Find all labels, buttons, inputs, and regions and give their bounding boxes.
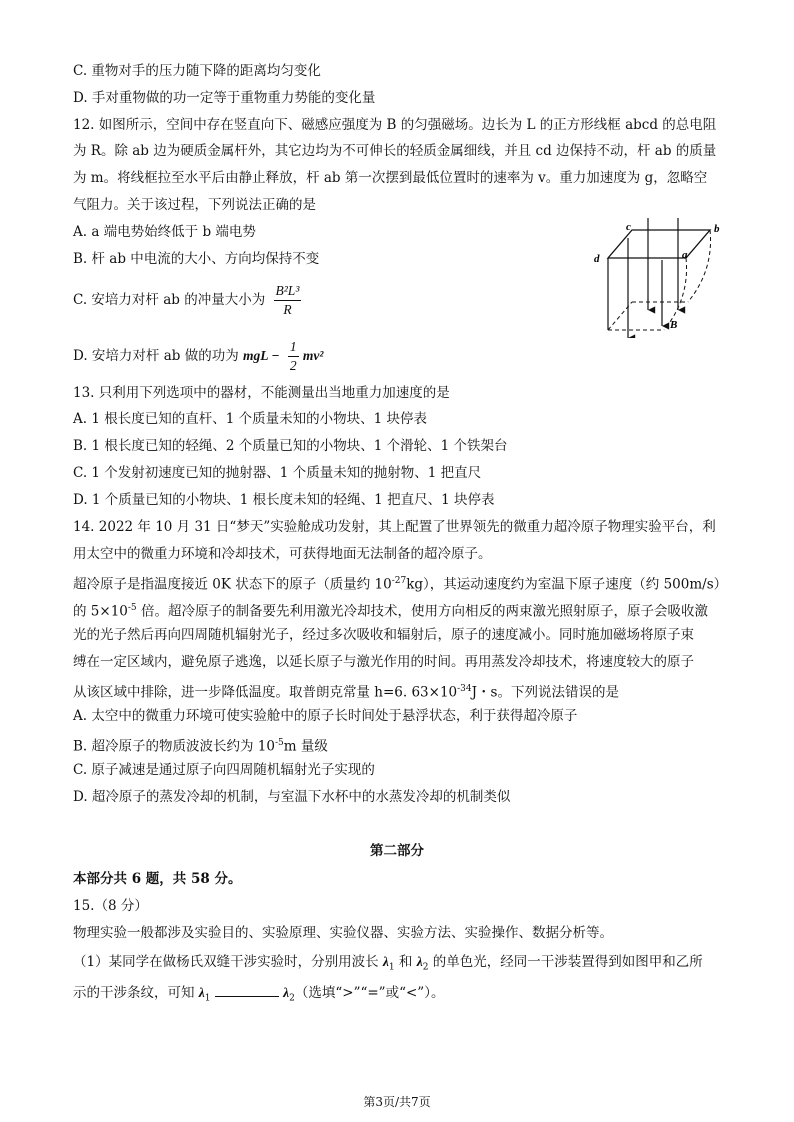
- q15-intro: 物理实验一般都涉及实验目的、实验原理、实验仪器、实验方法、实验操作、数据分析等。: [73, 925, 613, 941]
- q14-option-d: D. 超冷原子的蒸发冷却的机制，与室温下水杯中的水蒸发冷却的机制类似: [73, 789, 511, 805]
- q12-option-a: A. a 端电势始终低于 b 端电势: [73, 224, 256, 240]
- q13-option-d: D. 1 个质量已知的小物块、1 根长度未知的轻绳、1 把直尺、1 块停表: [73, 492, 495, 508]
- q12-line-3: 为 m。将线框拉至水平后由静止释放，杆 ab 第一次摆到最低位置时的速率为 v。重力加速度为 g，忽略空: [73, 170, 708, 186]
- option-d-prev: D. 手对重物做的功一定等于重物重力势能的变化量: [73, 90, 376, 106]
- fraction-b2l3-over-r: $\frac{\text{B²L³}}{R}$: [275, 283, 300, 317]
- label-c: c: [626, 221, 631, 233]
- q14-option-c: C. 原子减速是通过原子向四周随机辐射光子实现的: [73, 762, 375, 778]
- q13-option-a: A. 1 根长度已知的直杆、1 个质量未知的小物块、1 块停表: [73, 411, 427, 427]
- label-a: a: [682, 249, 688, 261]
- answer-blank[interactable]: [215, 984, 279, 997]
- q14-line-3: 超冷原子是指温度接近 0K 状态下的原子（质量约 $10^{-27}kg$），其运动速度约为室温下原子速度（约 500m/s）: [73, 576, 728, 593]
- fraction-half: $\frac{1}{2}$: [289, 339, 297, 373]
- q15-part1-line1: （1）某同学在做杨氏双缝干涉实验时，分别用波长 $\lambda_1$ 和 $\lambda_2$ 的单色光，经同一干涉装置得到如图甲和乙所: [73, 954, 703, 973]
- q14-option-b: B. 超冷原子的物质波波长约为 $10^{-5}m$ 量级: [73, 738, 328, 755]
- q13-option-c: C. 1 个发射初速度已知的抛射器、1 个质量未知的抛射物、1 把直尺: [73, 465, 482, 481]
- page-footer: 第3页/共7页: [363, 1095, 431, 1109]
- q14-line-2: 用太空中的微重力环境和冷却技术，可获得地面无法制备的超冷原子。: [73, 546, 492, 562]
- q12-option-b: B. 杆 ab 中电流的大小、方向均保持不变: [73, 251, 320, 267]
- q12-line-1: 12. 如图所示，空间中存在竖直向下、磁感应强度为 B 的匀强磁场。边长为 L 的正方形线框 abcd 的总电阻: [73, 117, 717, 133]
- q14-line-6: 缚在一定区域内，避免原子逃逸，以延长原子与激光作用的时间。再用蒸发冷却技术，将速度较大的原子: [73, 654, 694, 670]
- frame-top: [608, 230, 710, 258]
- wire-frame-figure: [590, 218, 730, 338]
- q14-option-a: A. 太空中的微重力环境可使实验舱中的原子长时间处于悬浮状态，利于获得超冷原子: [73, 708, 578, 724]
- q13-stem: 13. 只利用下列选项中的器材，不能测量出当地重力加速度的是: [73, 385, 450, 401]
- q12-line-2: 为 R。除 ab 边为硬质金属杆外，其它边均为不可伸长的轻质金属细线，并且 cd 边保持不动，杆 ab 的质量: [73, 143, 717, 159]
- section-heading: 第二部分: [370, 843, 424, 859]
- q14-line-1: 14. 2022 年 10 月 31 日“梦天”实验舱成功发射，其上配置了世界领先的微重力超冷原子物理实验平台，利: [73, 519, 716, 535]
- q13-option-b: B. 1 根长度已知的轻绳、2 个质量已知的小物块、1 个滑轮、1 个铁架台: [73, 438, 508, 454]
- q14-line-4: 的 $5\times 10^{-5}$ 倍。超冷原子的制备要先利用激光冷却技术，使用方向相反的两束激光照射原子，原子会吸收激: [73, 603, 708, 620]
- q12-option-d: D. 安培力对杆 ab 做的功为 mgL − $\frac{1}{2}$ mv²: [73, 339, 324, 373]
- option-c-prev: C. 重物对手的压力随下降的距离均匀变化: [73, 63, 321, 79]
- q15-part1-line2: 示的干涉条纹，可知 $\lambda_1$ $\lambda_2$（选填“>”“=”或“<”）。: [73, 985, 445, 1004]
- q15-header: 15.（8 分）: [73, 898, 148, 914]
- q12-option-c: C. 安培力对杆 ab 的冲量大小为 $\frac{\text{B²L³}}{R}$: [73, 283, 300, 317]
- q14-line-5: 光的光子然后再向四周随机辐射光子，经过多次吸收和辐射后，原子的速度减小。同时施加磁场将原子束: [73, 627, 694, 643]
- q14-line-7: 从该区域中排除，进一步降低温度。取普朗克常量 h=6. $63\times 10^{-34}J$・s。下列说法错误的是: [73, 684, 619, 701]
- label-field-b: B: [670, 319, 678, 331]
- label-d: d: [594, 253, 600, 265]
- q12-line-4: 气阻力。关于该过程，下列说法正确的是: [73, 197, 316, 213]
- label-b: b: [714, 223, 720, 235]
- section-note: 本部分共 6 题，共 58 分。: [73, 871, 242, 887]
